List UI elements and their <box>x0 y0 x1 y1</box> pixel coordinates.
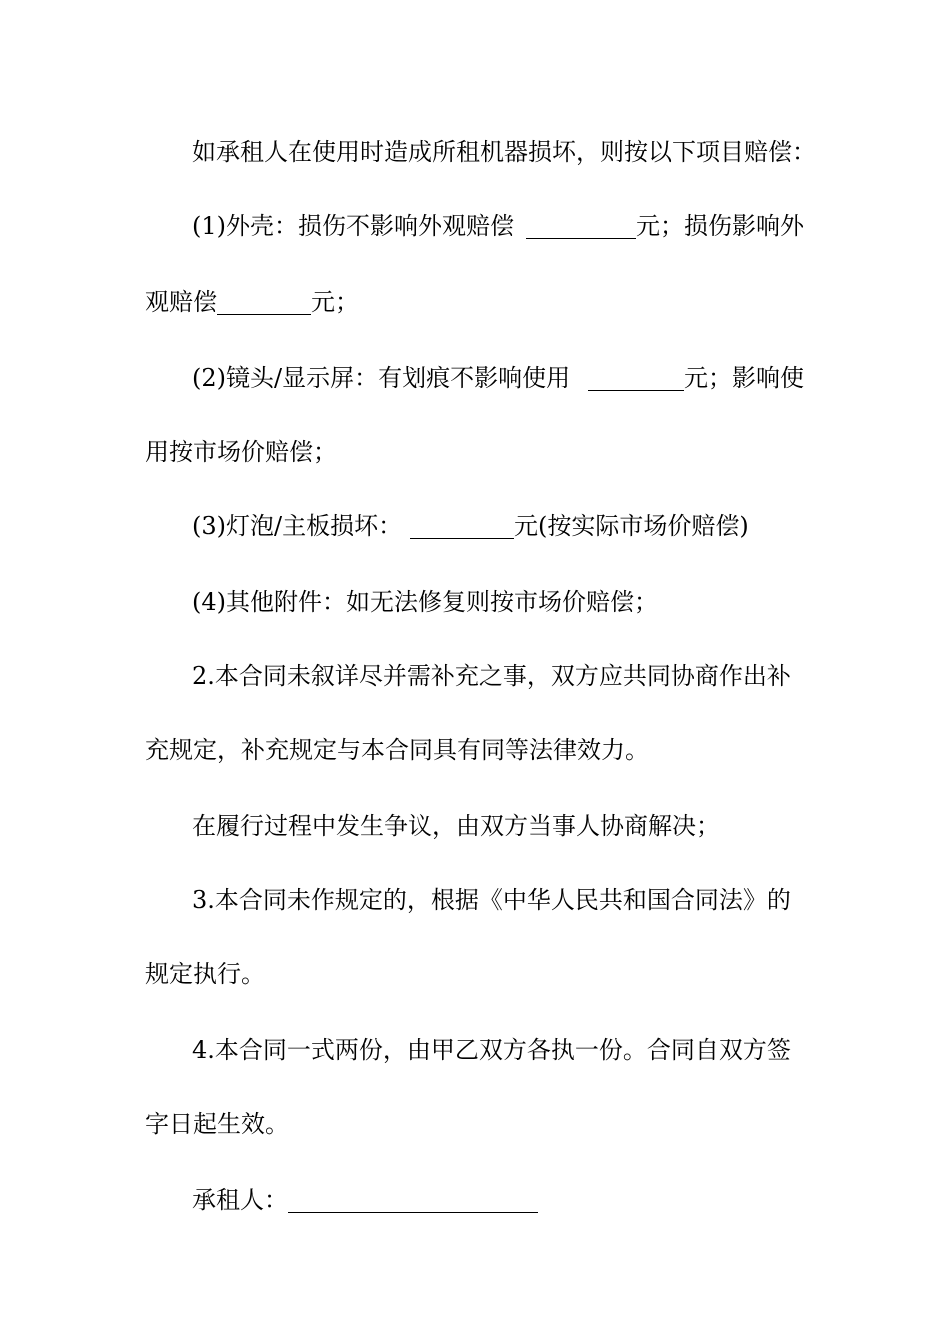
text-lens-market: 用按市场价赔偿； <box>145 438 337 466</box>
text-clause-4-line1: 4.本合同一式两份，由甲乙双方各执一份。合同自双方签 <box>192 1036 791 1064</box>
text-clause-4-line2: 字日起生效。 <box>145 1110 289 1138</box>
text-lessee-label: 承租人： <box>192 1186 288 1214</box>
blank-lessee-signature[interactable] <box>288 1180 538 1220</box>
text-shell-label: (1)外壳：损伤不影响外观赔偿 <box>192 212 514 240</box>
text-shell-major-unit: 元； <box>311 288 359 316</box>
text-clause-3-line2: 规定执行。 <box>145 960 265 988</box>
paragraph-clause-3 <box>0 880 950 920</box>
paragraph-clause-4 <box>0 1030 950 1070</box>
text-shell-minor-unit: 元；损伤影响外 <box>636 212 804 240</box>
text-lens-label: (2)镜头/显示屏：有划痕不影响使用 <box>192 364 571 392</box>
paragraph-lens-cont <box>0 432 950 472</box>
text-clause-2-line1: 2.本合同未叙详尽并需补充之事，双方应共同协商作出补 <box>192 662 791 690</box>
paragraph-clause-4-cont <box>0 1104 950 1144</box>
text-bulb-label: (3)灯泡/主板损坏： <box>192 512 403 540</box>
paragraph-clause-3-cont <box>0 954 950 994</box>
blank-lens-scratch[interactable] <box>588 358 684 398</box>
paragraph-clause-2-cont <box>0 730 950 770</box>
text-damage-intro: 如承租人在使用时造成所租机器损坏，则按以下项目赔偿： <box>192 138 816 166</box>
text-lens-unit: 元；影响使 <box>684 364 804 392</box>
paragraph-bulb <box>0 506 950 546</box>
text-bulb-unit: 元(按实际市场价赔偿) <box>514 512 749 540</box>
paragraph-accessories <box>0 582 950 622</box>
blank-bulb[interactable] <box>410 506 514 546</box>
blank-shell-major[interactable] <box>217 282 311 322</box>
text-shell-major-label: 观赔偿 <box>145 288 217 316</box>
text-accessories: (4)其他附件：如无法修复则按市场价赔偿； <box>192 588 658 616</box>
paragraph-clause-2 <box>0 656 950 696</box>
text-clause-2-line2: 充规定，补充规定与本合同具有同等法律效力。 <box>145 736 649 764</box>
paragraph-shell-cont <box>0 282 950 322</box>
text-dispute: 在履行过程中发生争议，由双方当事人协商解决； <box>192 812 720 840</box>
paragraph-dispute <box>0 806 950 846</box>
paragraph-shell <box>0 206 950 246</box>
text-clause-3-line1: 3.本合同未作规定的，根据《中华人民共和国合同法》的 <box>192 886 791 914</box>
paragraph-signature <box>0 1180 950 1220</box>
paragraph-damage-intro <box>0 132 950 172</box>
blank-shell-minor[interactable] <box>526 206 636 246</box>
paragraph-lens <box>0 358 950 398</box>
